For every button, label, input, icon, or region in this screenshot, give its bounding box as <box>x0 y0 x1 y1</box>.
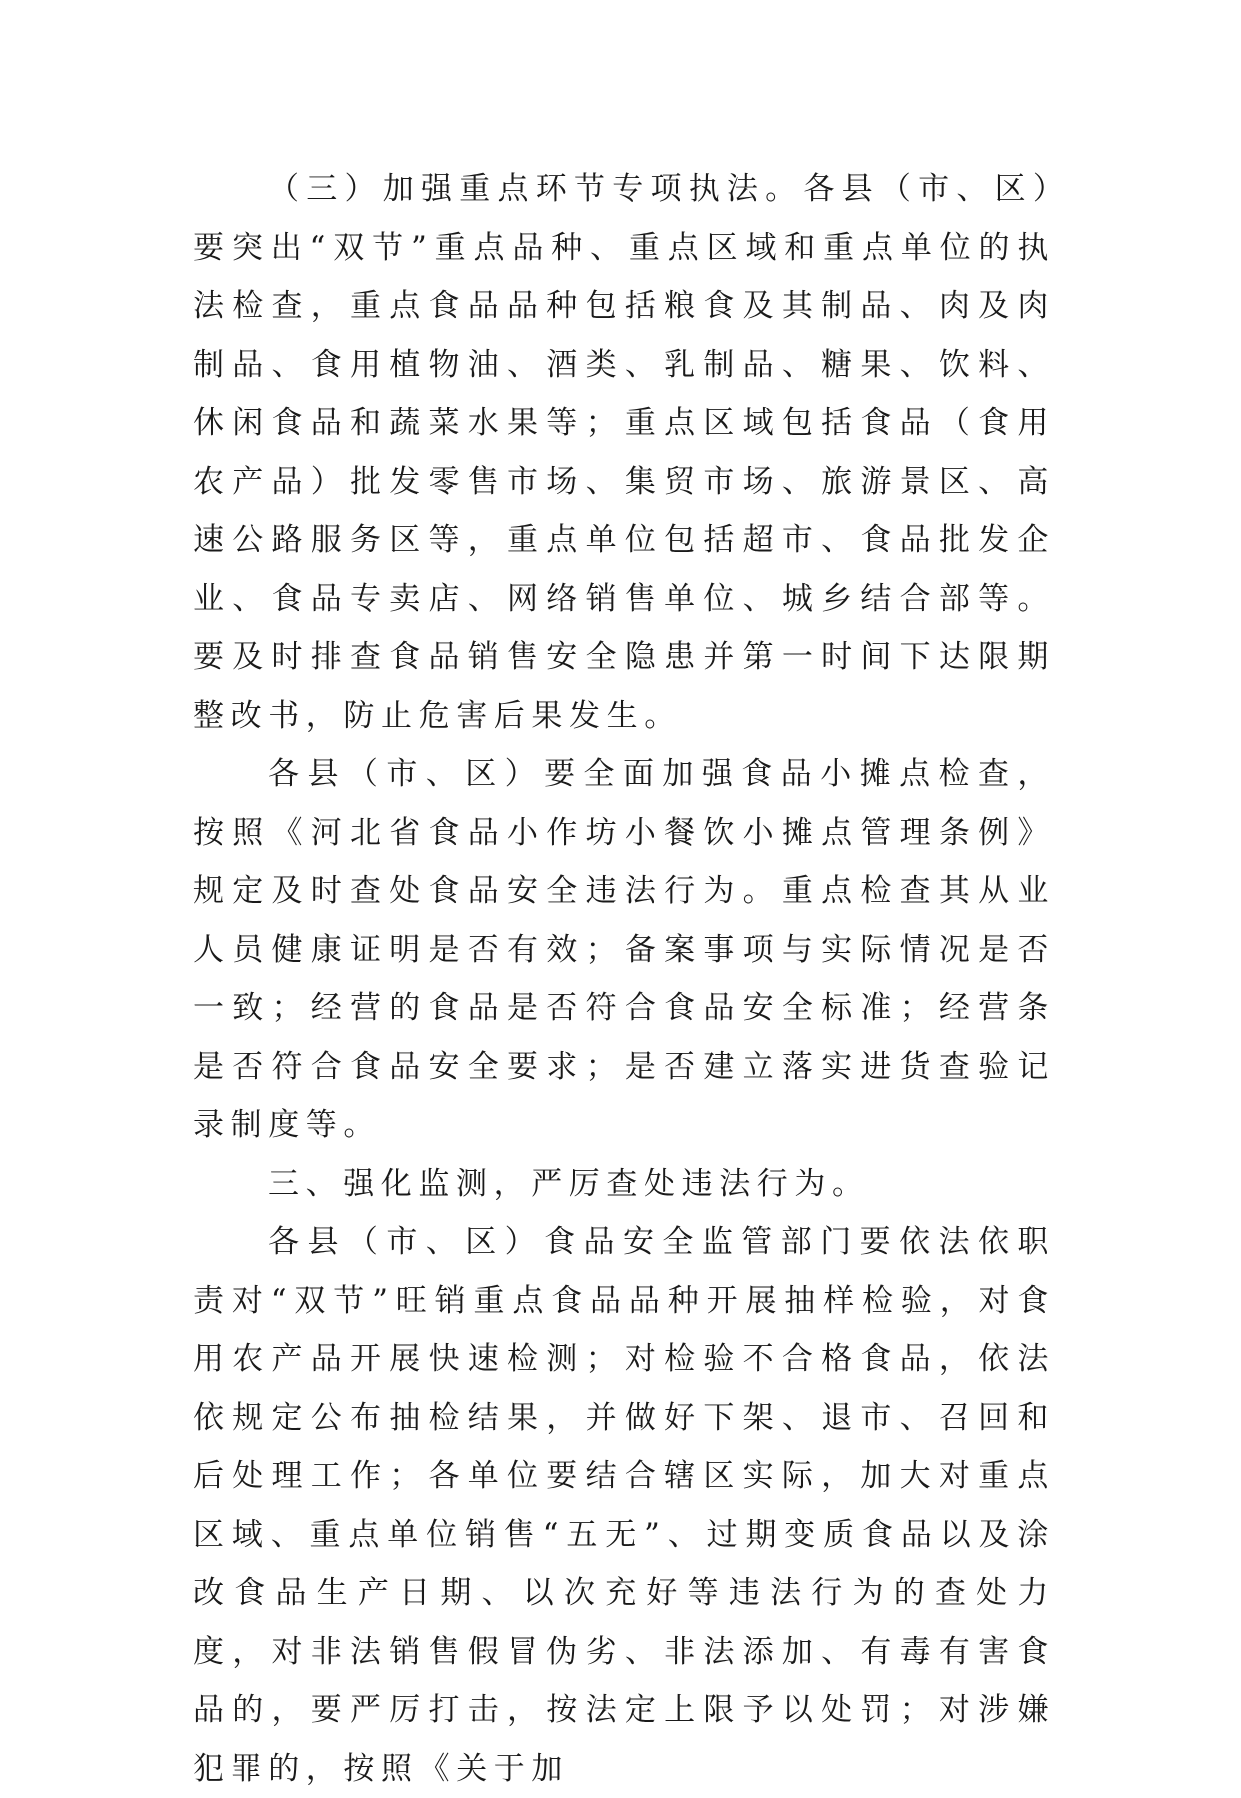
document-body <box>193 160 1055 1798</box>
paragraph-special-enforcement: （三）加强重点环节专项执法。各县（市、区）要突出“双节”重点品种、重点区域和重点单位的执法检查，重点食品品种包括粮食及其制品、肉及肉制品、食用植物油、酒类、乳制品、糖果、饮料、休闲食品和蔬菜水果等；重点区域包括食品（食用农产品）批发零售市场、集贸市场、旅游景区、高速公路服务区等，重点单位包括超市、食品批发企业、食品专卖店、网络销售单位、城乡结合部等。要及时排查食品销售安全隐患并第一时间下达限期整改书，防止危害后果发生。 <box>193 171 1055 734</box>
section-heading-monitoring: 三、强化监测，严厉查处违法行为。 <box>268 1165 870 1202</box>
paragraph-sampling-inspection: 各县（市、区）食品安全监管部门要依法依职责对“双节”旺销重点食品品种开展抽样检验，对食用农产品开展快速检测；对检验不合格食品，依法依规定公布抽检结果，并做好下架、退市、召回和后处理工作；各单位要结合辖区实际，加大对重点区域、重点单位销售“五无”、过期变质食品以及涂改食品生产日期、以次充好等违法行为的查处力度，对非法销售假冒伪劣、非法添加、有毒有害食品的，要严厉打击，按法定上限予以处罚；对涉嫌犯罪的，按照《关于加 <box>193 1224 1055 1787</box>
paragraph-street-vendor-inspection: 各县（市、区）要全面加强食品小摊点检查，按照《河北省食品小作坊小餐饮小摊点管理条例》规定及时查处食品安全违法行为。重点检查其从业人员健康证明是否有效；备案事项与实际情况是否一致；经营的食品是否符合食品安全标准；经营条是否符合食品安全要求；是否建立落实进货查验记录制度等。 <box>193 756 1055 1143</box>
